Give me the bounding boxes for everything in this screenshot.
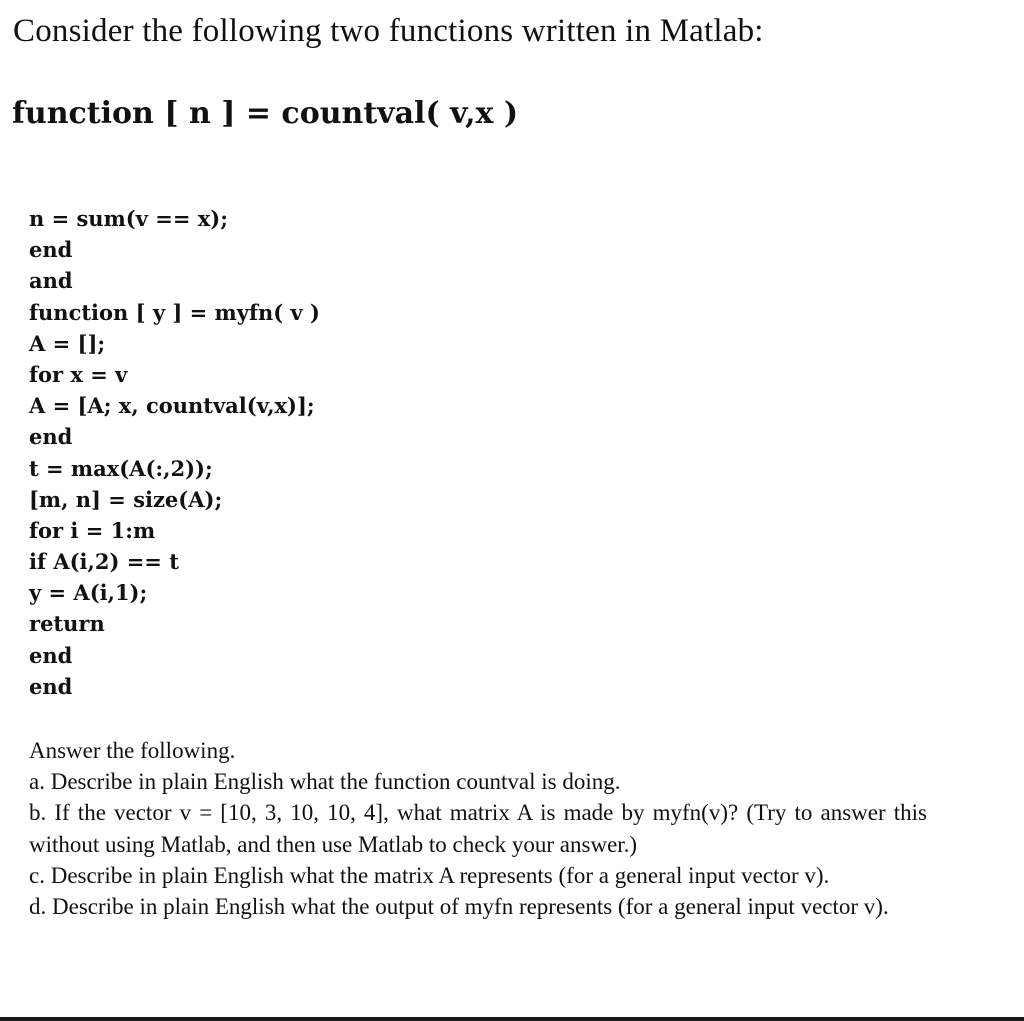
code-line: for x = v: [29, 361, 128, 387]
code-line: if A(i,2) == t: [29, 549, 179, 575]
code-line: A = [];: [29, 330, 106, 356]
code-line: and: [29, 268, 73, 294]
code-line: for i = 1:m: [29, 517, 156, 543]
code-line: function [ y ] = myfn( v ): [29, 299, 320, 325]
code-line: end: [29, 673, 73, 699]
code-line: n = sum(v == x);: [29, 206, 228, 231]
questions-section: [29, 735, 927, 922]
code-line: return: [29, 611, 105, 637]
questions-intro: Answer the following.: [29, 738, 236, 763]
code-line: y = A(i,1);: [29, 580, 148, 606]
code-line: A = [A; x, countval(v,x)];: [29, 393, 315, 419]
question-b: b. If the vector v = [10, 3, 10, 10, 4], what matrix A is made by myfn(v)? (Try to answer this without using Matlab, and then use Matlab to check your answer.): [29, 800, 927, 857]
question-a: a. Describe in plain English what the function countval is doing.: [29, 769, 621, 795]
code-line: end: [29, 642, 73, 668]
problem-heading: Consider the following two functions written in Matlab:: [13, 13, 764, 49]
question-c: c. Describe in plain English what the matrix A represents (for a general input vector v).: [29, 862, 830, 888]
code-listing: [29, 203, 320, 702]
question-d: d. Describe in plain English what the output of myfn represents (for a general input vector v).: [29, 894, 889, 920]
bottom-divider: [0, 1017, 1024, 1021]
code-line: end: [29, 424, 73, 450]
code-line: end: [29, 237, 73, 263]
function-signature: function [ n ] = countval( v,x ): [12, 96, 519, 131]
code-line: t = max(A(:,2));: [29, 455, 213, 481]
code-line: [m, n] = size(A);: [29, 486, 223, 512]
